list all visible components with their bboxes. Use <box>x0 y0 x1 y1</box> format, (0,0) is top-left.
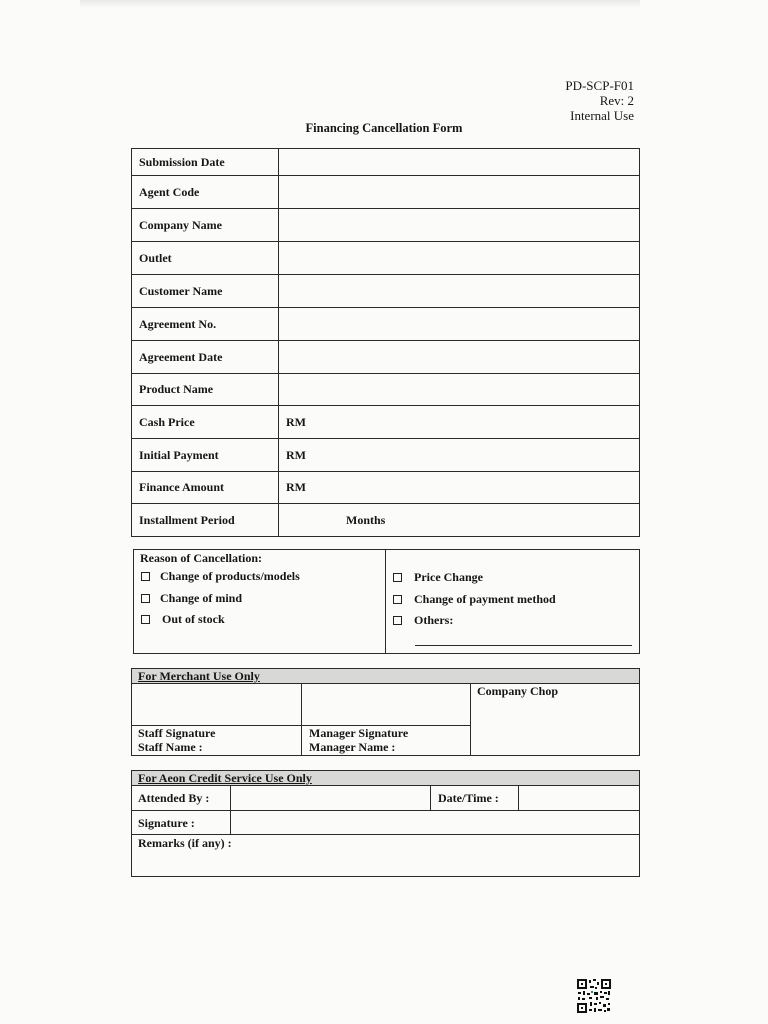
field-row-agent-code <box>132 176 640 209</box>
agreement-no-field[interactable] <box>279 308 640 341</box>
option-label: Out of stock <box>162 612 225 626</box>
row-divider <box>132 834 639 835</box>
date-time-label: Date/Time : <box>438 791 499 805</box>
field-row-customer-name <box>132 275 640 308</box>
attended-by-label: Attended By : <box>138 791 210 805</box>
aeon-credit-use-section <box>131 770 640 877</box>
cash-price-field[interactable] <box>279 406 640 439</box>
merchant-section-heading: For Merchant Use Only <box>132 669 639 684</box>
date-time-field[interactable] <box>519 786 639 810</box>
option-label: Change of mind <box>160 591 243 605</box>
option-change-of-products[interactable] <box>141 569 300 584</box>
finance-amount-field[interactable] <box>279 472 640 504</box>
column-divider <box>470 683 471 755</box>
signature-label: Signature : <box>138 816 195 830</box>
merchant-use-section <box>131 668 640 756</box>
signature-field[interactable] <box>231 811 639 834</box>
option-price-change[interactable] <box>393 570 483 585</box>
field-label: Agent Code <box>132 176 279 209</box>
option-label: Price Change <box>414 570 483 584</box>
checkbox-icon[interactable] <box>141 615 150 624</box>
staff-signature-block[interactable] <box>138 726 215 754</box>
aeon-section-heading: For Aeon Credit Service Use Only <box>132 771 639 786</box>
submission-date-field[interactable] <box>279 149 640 176</box>
column-divider <box>430 785 431 810</box>
doc-classification: Internal Use <box>570 108 634 123</box>
reason-title: Reason of Cancellation: <box>140 551 262 565</box>
field-label: Agreement No. <box>132 308 279 341</box>
checkbox-icon[interactable] <box>141 594 150 603</box>
doc-revision: Rev: 2 <box>599 93 634 108</box>
field-label: Finance Amount <box>132 472 279 504</box>
field-row-company-name <box>132 209 640 242</box>
manager-signature-block[interactable] <box>309 726 408 754</box>
checkbox-icon[interactable] <box>393 616 402 625</box>
option-out-of-stock[interactable] <box>141 612 225 627</box>
customer-details-table <box>131 148 640 537</box>
option-change-of-payment-method[interactable] <box>393 592 556 607</box>
field-row-installment-period <box>132 504 640 537</box>
field-row-product-name <box>132 374 640 406</box>
initial-payment-field[interactable] <box>279 439 640 472</box>
option-change-of-mind[interactable] <box>141 591 242 606</box>
field-row-agreement-date <box>132 341 640 374</box>
field-label: Cash Price <box>132 406 279 439</box>
product-name-field[interactable] <box>279 374 640 406</box>
company-chop-label: Company Chop <box>477 684 559 698</box>
agreement-date-field[interactable] <box>279 341 640 374</box>
option-label: Change of payment method <box>414 592 556 606</box>
attended-by-field[interactable] <box>231 786 430 810</box>
manager-signature-label: Manager Signature <box>309 726 409 740</box>
field-row-cash-price <box>132 406 640 439</box>
field-row-submission-date <box>132 149 640 176</box>
installment-period-field[interactable] <box>279 504 640 537</box>
remarks-label: Remarks (if any) : <box>138 836 232 850</box>
document-reference <box>565 78 634 123</box>
doc-code: PD-SCP-F01 <box>565 78 634 93</box>
field-row-initial-payment <box>132 439 640 472</box>
agent-code-field[interactable] <box>279 176 640 209</box>
currency-prefix: RM <box>286 480 306 494</box>
staff-signature-label: Staff Signature <box>138 726 216 740</box>
field-label: Company Name <box>132 209 279 242</box>
manager-name-label: Manager Name : <box>309 740 396 754</box>
company-name-field[interactable] <box>279 209 640 242</box>
form-title: Financing Cancellation Form <box>305 121 463 135</box>
column-divider <box>385 550 386 653</box>
field-row-outlet <box>132 242 640 275</box>
option-label: Others: <box>414 613 454 627</box>
checkbox-icon[interactable] <box>393 595 402 604</box>
remarks-field[interactable] <box>132 851 639 876</box>
staff-name-label: Staff Name : <box>138 740 203 754</box>
field-label: Product Name <box>132 374 279 406</box>
field-label: Submission Date <box>132 149 279 176</box>
others-write-in-line[interactable] <box>415 645 632 646</box>
qr-code-icon <box>576 978 612 1014</box>
option-others[interactable] <box>393 613 453 628</box>
field-label: Initial Payment <box>132 439 279 472</box>
scan-smudge <box>80 0 640 8</box>
checkbox-icon[interactable] <box>393 573 402 582</box>
option-label: Change of products/models <box>160 569 300 583</box>
column-divider <box>301 683 302 755</box>
field-row-agreement-no <box>132 308 640 341</box>
field-label: Customer Name <box>132 275 279 308</box>
customer-name-field[interactable] <box>279 275 640 308</box>
reason-of-cancellation-box <box>133 549 640 654</box>
months-suffix: Months <box>346 512 386 527</box>
field-row-finance-amount <box>132 472 640 504</box>
outlet-field[interactable] <box>279 242 640 275</box>
field-label: Outlet <box>132 242 279 275</box>
checkbox-icon[interactable] <box>141 572 150 581</box>
currency-prefix: RM <box>286 447 306 462</box>
field-label: Agreement Date <box>132 341 279 374</box>
field-label: Installment Period <box>132 504 279 537</box>
currency-prefix: RM <box>286 414 306 429</box>
